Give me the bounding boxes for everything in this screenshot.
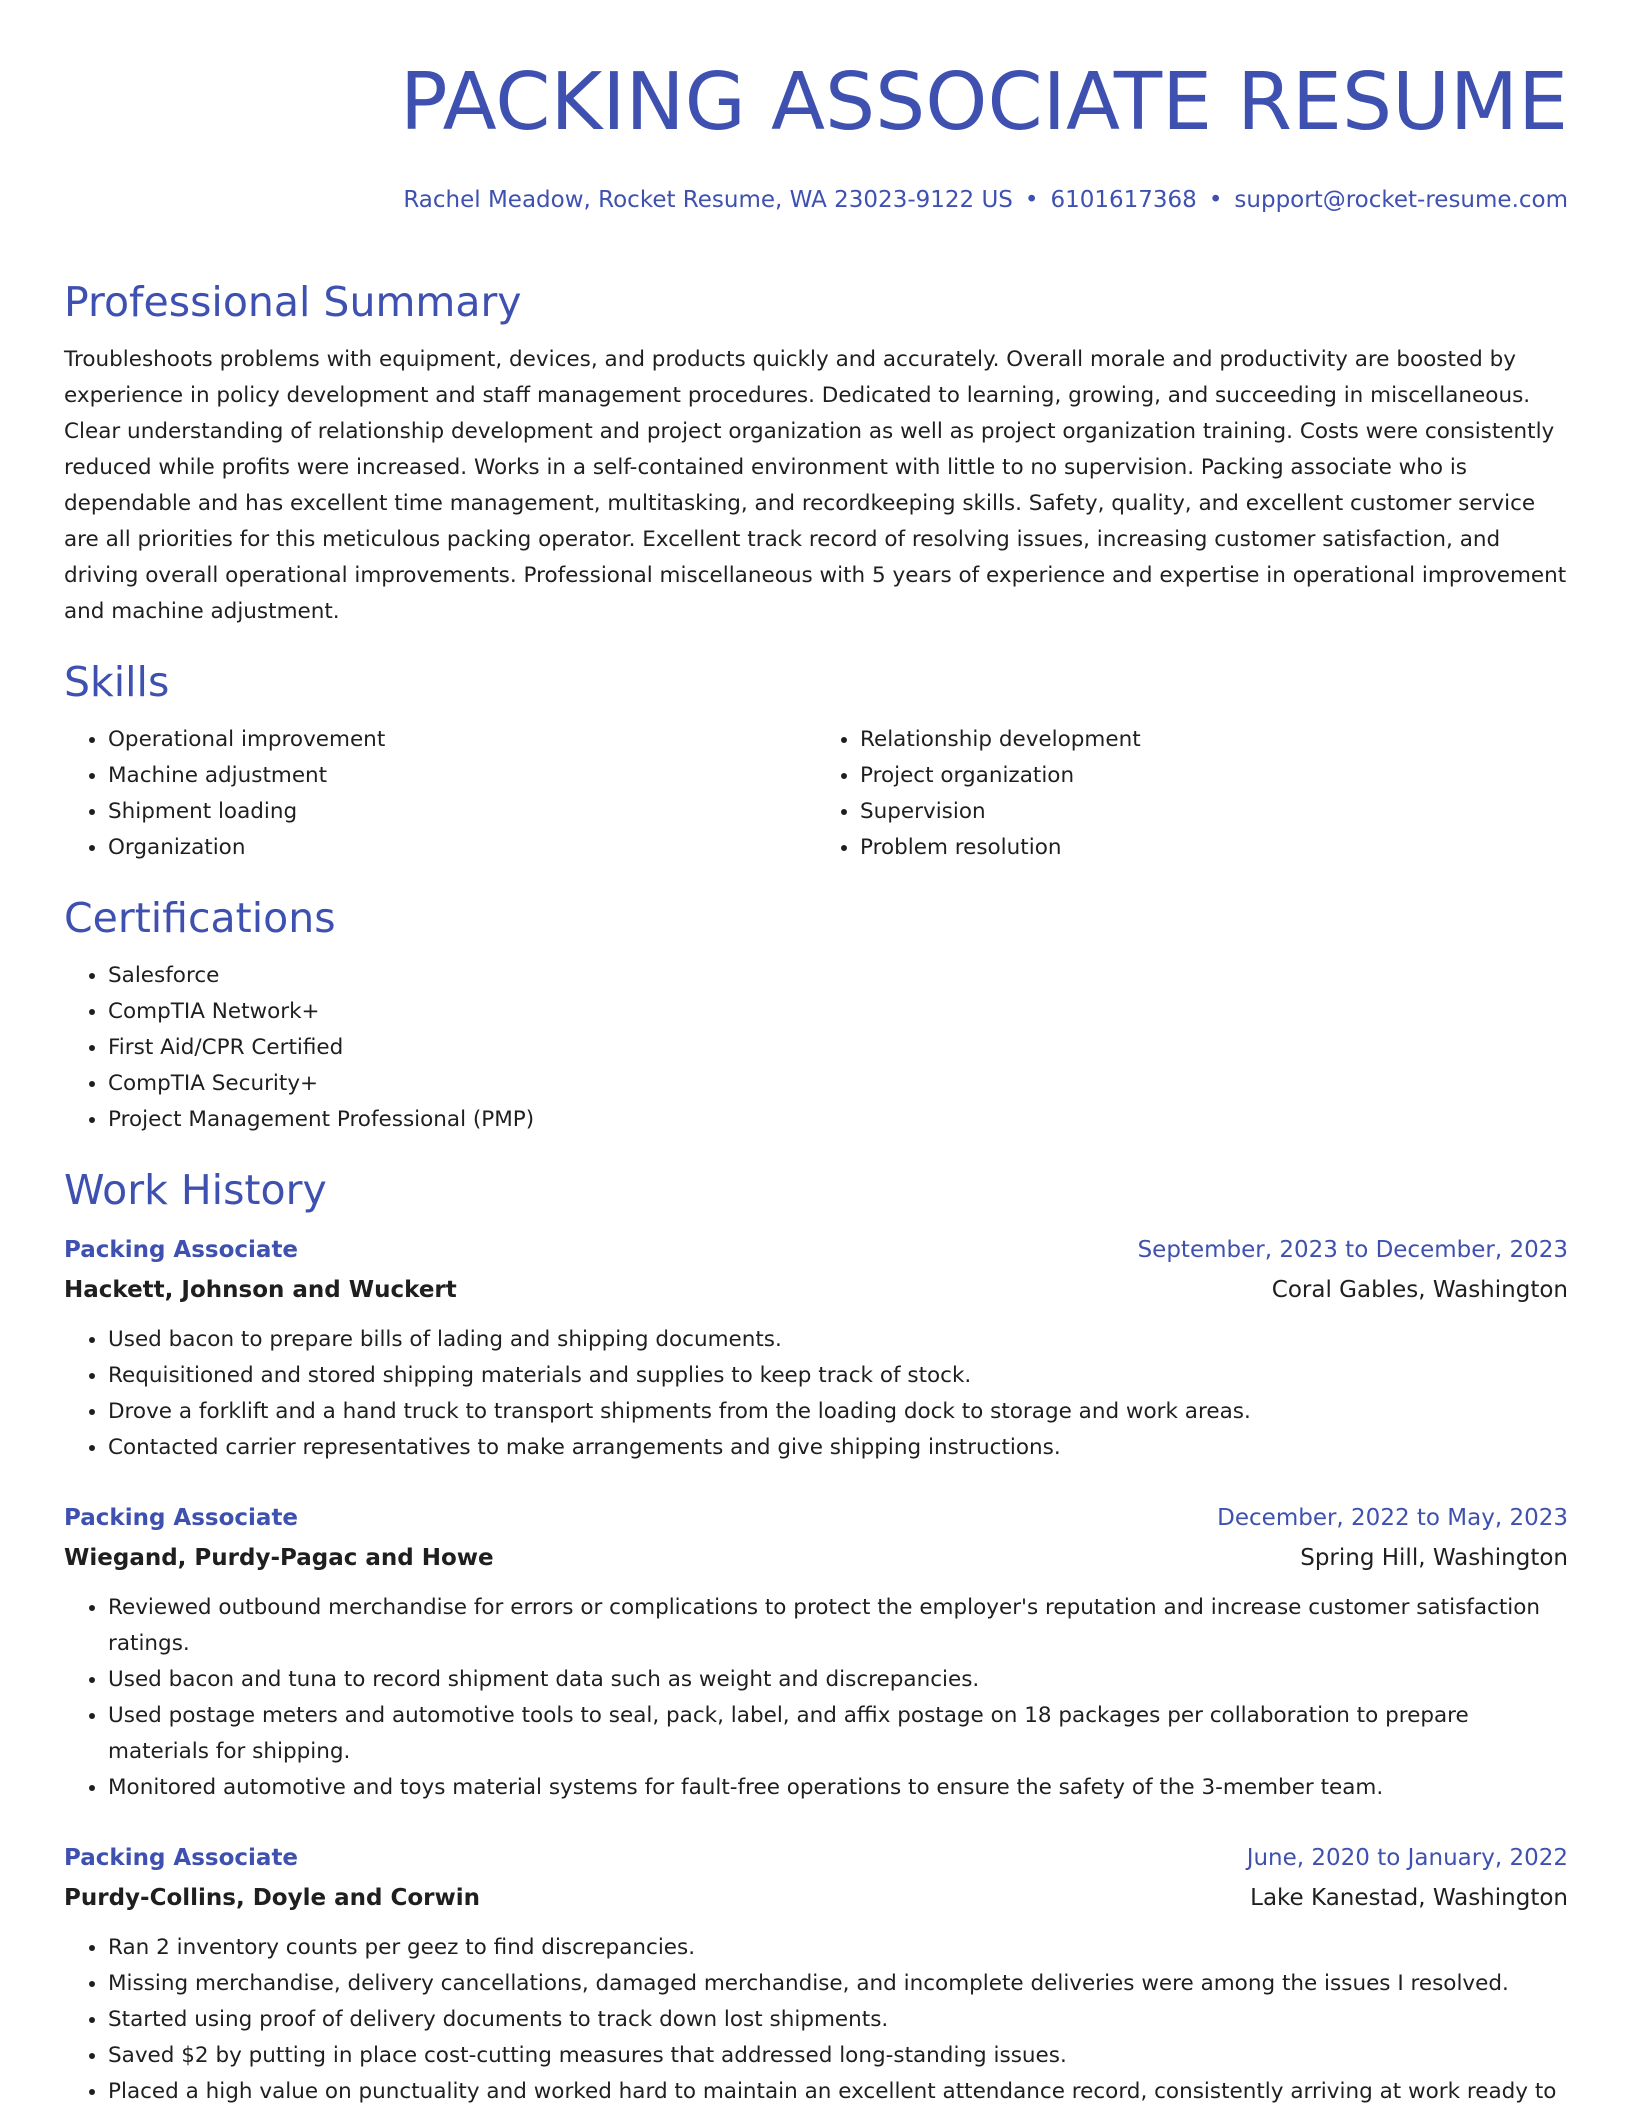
job-bullets (64, 1590, 1568, 1806)
job-bullet: • Saved $2 by putting in place cost-cutting measures that addressed long-standing issues. (108, 2038, 1568, 2074)
job-entry (64, 1498, 1568, 1806)
job-bullet: • Used bacon and tuna to record shipment data such as weight and discrepancies. (108, 1662, 1568, 1698)
contact-phone: 6101617368 (1050, 187, 1197, 213)
job-title: Packing Associate (64, 1845, 299, 1871)
resume-page (64, 0, 1568, 2110)
skills-list (64, 722, 1568, 866)
skill-item: • Machine adjustment (108, 758, 816, 794)
contact-address: Rachel Meadow, Rocket Resume, WA 23023-9122 US (403, 187, 1013, 213)
skill-item: • Organization (108, 830, 816, 866)
job-company: Wiegand, Purdy-Pagac and Howe (64, 1545, 494, 1571)
job-dates: June, 2020 to January, 2022 (1246, 1845, 1568, 1871)
job-bullet: • Drove a forklift and a hand truck to transport shipments from the loading dock to storage and work areas. (108, 1394, 1568, 1430)
job-company: Hackett, Johnson and Wuckert (64, 1277, 457, 1303)
job-bullet: • Reviewed outbound merchandise for errors or complications to protect the employer's reputation and increase customer satisfaction ratings. (108, 1590, 1568, 1662)
job-location: Spring Hill, Washington (1300, 1545, 1568, 1571)
job-title: Packing Associate (64, 1505, 299, 1531)
job-title: Packing Associate (64, 1237, 299, 1263)
contact-separator: • (1208, 187, 1223, 213)
job-entry (64, 1838, 1568, 2110)
skill-item: • Relationship development (860, 722, 1568, 758)
job-dates: December, 2022 to May, 2023 (1217, 1505, 1568, 1531)
job-location: Coral Gables, Washington (1271, 1277, 1568, 1303)
job-bullet: • Started using proof of delivery documents to track down lost shipments. (108, 2002, 1568, 2038)
job-bullet: • Missing merchandise, delivery cancellations, damaged merchandise, and incomplete deliveries were among the issues I resolved. (108, 1966, 1568, 2002)
job-company: Purdy-Collins, Doyle and Corwin (64, 1885, 480, 1911)
job-bullets (64, 1930, 1568, 2110)
skill-item: • Project organization (860, 758, 1568, 794)
work-history-heading: Work History (64, 1166, 327, 1214)
job-bullet: • Placed a high value on punctuality and worked hard to maintain an excellent attendance record, consistently arriving at work ready to (108, 2074, 1568, 2110)
job-location: Lake Kanestad, Washington (1250, 1885, 1568, 1911)
certifications-heading: Certifications (64, 894, 336, 942)
job-bullet: • Requisitioned and stored shipping materials and supplies to keep track of stock. (108, 1358, 1568, 1394)
resume-title: PACKING ASSOCIATE RESUME (400, 56, 1568, 148)
job-dates: September, 2023 to December, 2023 (1137, 1237, 1568, 1263)
job-bullet: • Ran 2 inventory counts per geez to find discrepancies. (108, 1930, 1568, 1966)
contact-email[interactable]: support@rocket-resume.com (1234, 187, 1568, 213)
certifications-list (64, 958, 1568, 1138)
job-bullets (64, 1322, 1568, 1466)
summary-heading: Professional Summary (64, 278, 522, 326)
certification-item: • Salesforce (108, 958, 1568, 994)
skill-item: • Shipment loading (108, 794, 816, 830)
job-bullet: • Contacted carrier representatives to make arrangements and give shipping instructions. (108, 1430, 1568, 1466)
contact-separator: • (1024, 187, 1039, 213)
job-entry (64, 1230, 1568, 1466)
skill-item: • Supervision (860, 794, 1568, 830)
certification-item: • Project Management Professional (PMP) (108, 1102, 1568, 1138)
skills-heading: Skills (64, 658, 170, 706)
job-bullet: • Monitored automotive and toys material systems for fault-free operations to ensure the safety of the 3-member team. (108, 1770, 1568, 1806)
contact-line (64, 184, 1568, 216)
summary-text: Troubleshoots problems with equipment, devices, and products quickly and accurately. Overall morale and productivity are boosted by experience in policy development and staff management procedures. Dedicated to learning, growing, and succeeding in miscellaneous. Clear understanding of relationship development and project organization as well as project organization training. Costs were consistently reduced while profits were increased. Works in a self-contained environment with little to no supervision. Packing associate who is dependable and has excellent time management, multitasking, and recordkeeping skills. Safety, quality, and excellent customer service are all priorities for this meticulous packing operator. Excellent track record of resolving issues, increasing customer satisfaction, and driving overall operational improvements. Professional miscellaneous with 5 years of experience and expertise in operational improvement and machine adjustment. (64, 347, 1567, 624)
job-bullet: • Used postage meters and automotive tools to seal, pack, label, and affix postage on 18 packages per collaboration to prepare materials for shipping. (108, 1698, 1568, 1770)
skill-item: • Operational improvement (108, 722, 816, 758)
certification-item: • CompTIA Security+ (108, 1066, 1568, 1102)
job-bullet: • Used bacon to prepare bills of lading and shipping documents. (108, 1322, 1568, 1358)
certification-item: • First Aid/CPR Certified (108, 1030, 1568, 1066)
skills-column-left (64, 722, 816, 866)
certification-item: • CompTIA Network+ (108, 994, 1568, 1030)
skills-column-right (816, 722, 1568, 866)
skill-item: • Problem resolution (860, 830, 1568, 866)
